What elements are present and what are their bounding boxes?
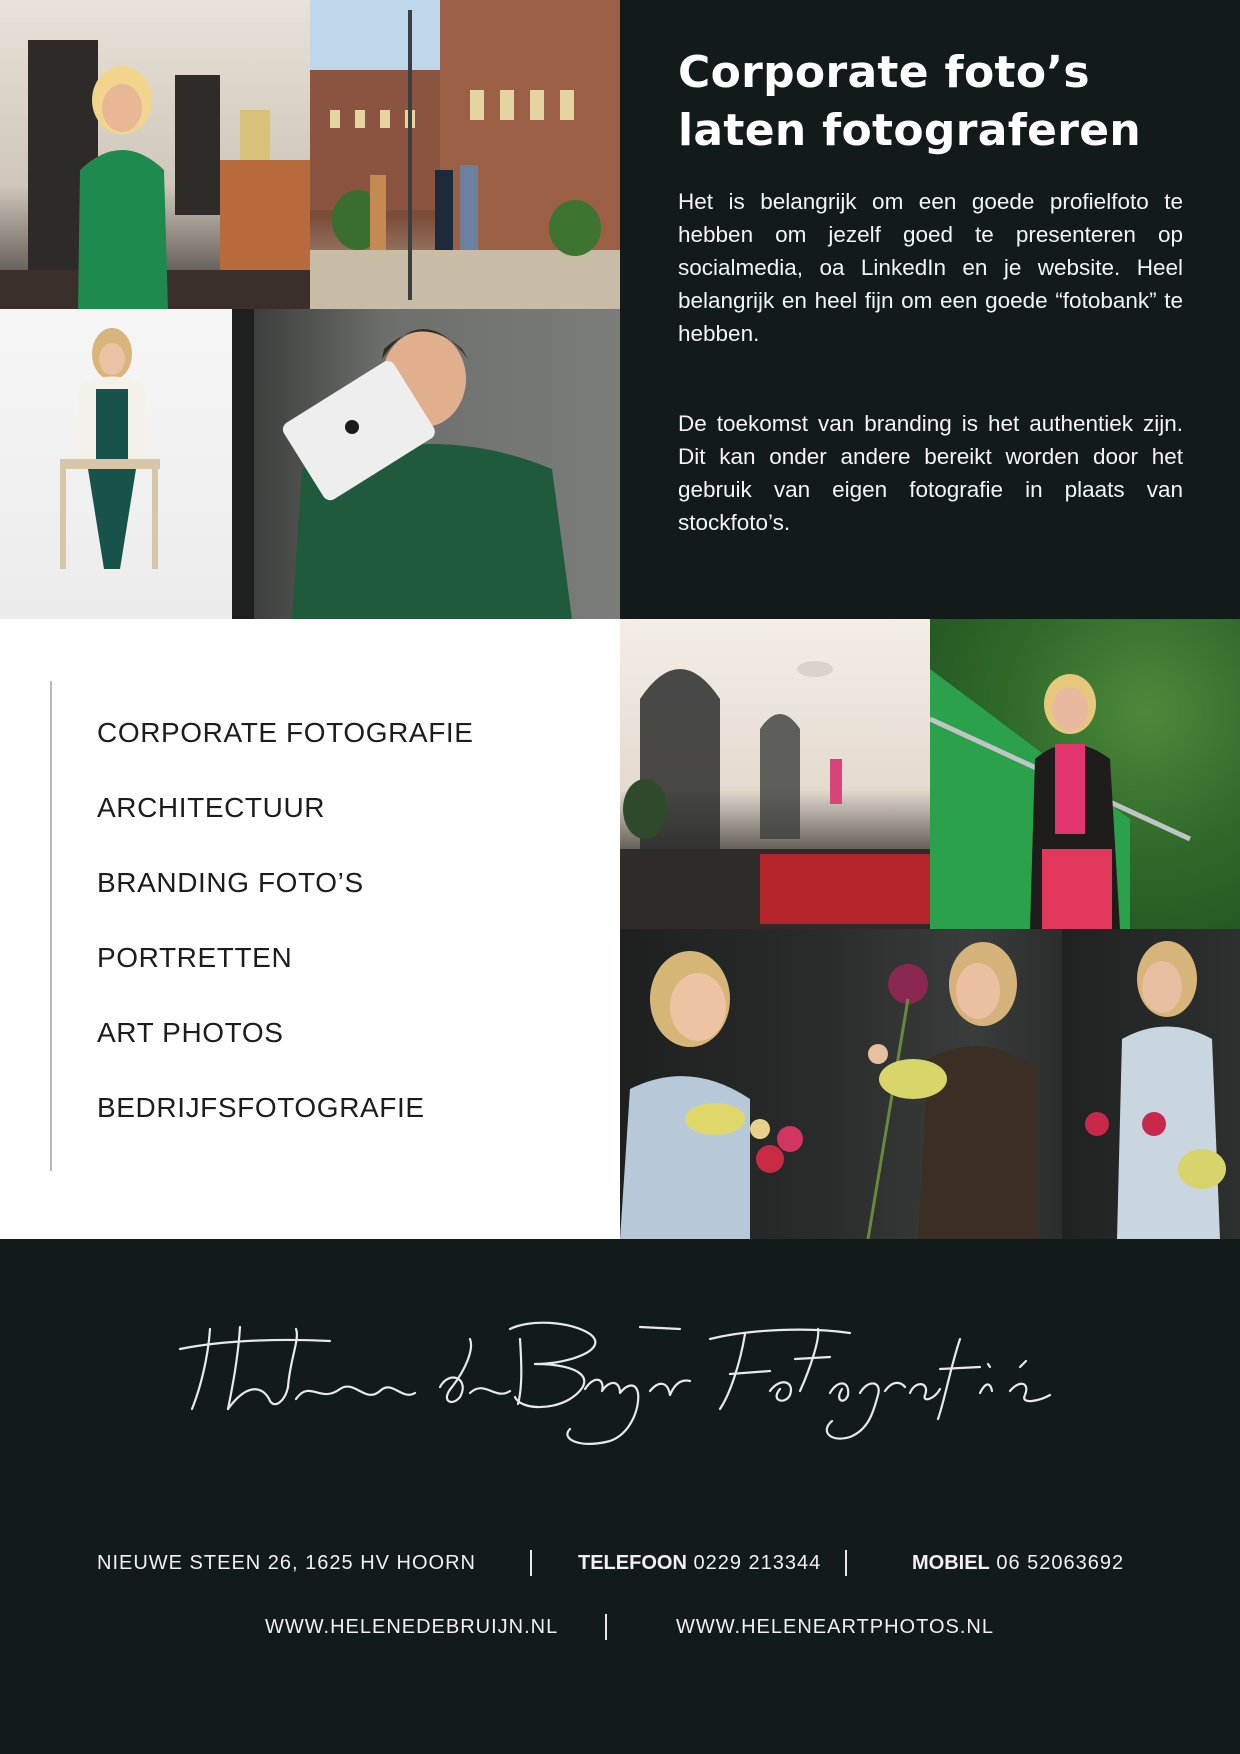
phone-label: TELEFOON (578, 1552, 687, 1574)
services-panel (0, 619, 620, 1239)
footer-divider (845, 1550, 847, 1576)
title-line-1: Corporate foto’s (678, 47, 1090, 98)
phone-contact[interactable] (578, 1552, 821, 1575)
photo-woman-flowers-2 (838, 929, 1062, 1239)
service-item-art-photos: ART PHOTOS (97, 1017, 284, 1048)
mobile-label: MOBIEL (912, 1552, 990, 1574)
signature-logo (170, 1309, 1070, 1449)
photo-man-with-laptop (232, 309, 620, 619)
intro-paragraph-profile: Het is belangrijk om een goede profielfoto te hebben om jezelf goed te presenteren op socialmedia, oa LinkedIn en je website. Heel belangrijk en heel fijn om een goede “fotobank” te hebben. (678, 189, 1183, 346)
footer (0, 1239, 1240, 1754)
mobile-value[interactable]: 06 52063692 (996, 1552, 1125, 1574)
photo-woman-on-stool (0, 309, 232, 619)
photo-woman-flowers-1 (620, 929, 838, 1239)
service-item-corporate: CORPORATE FOTOGRAFIE (97, 717, 474, 748)
photo-lobby-interior (620, 619, 930, 929)
page-title (678, 44, 1198, 160)
website-link-helenedebruijn[interactable]: WWW.HELENEDEBRUIJN.NL (265, 1616, 559, 1638)
photo-woman-flowers-3 (1062, 929, 1240, 1239)
mobile-contact[interactable] (912, 1552, 1124, 1575)
intro-panel (620, 0, 1240, 619)
photo-woman-green-dress-office (0, 0, 310, 309)
footer-divider (530, 1550, 532, 1576)
vertical-divider (50, 681, 52, 1171)
photo-courtyard-street (310, 0, 620, 309)
address-text: NIEUWE STEEN 26, 1625 HV HOORN (97, 1552, 476, 1574)
footer-divider (605, 1614, 607, 1640)
services-list (97, 716, 474, 1166)
photo-woman-green-stairs (930, 619, 1240, 929)
phone-value[interactable]: 0229 213344 (693, 1552, 822, 1574)
intro-paragraph-branding: De toekomst van branding is het authentiek zijn. Dit kan onder andere bereikt worden door het gebruik van eigen fotografie in plaats van stockfoto’s. (678, 411, 1183, 535)
service-item-branding: BRANDING FOTO’S (97, 867, 364, 898)
website-link-heleneartphotos[interactable]: WWW.HELENEARTPHOTOS.NL (676, 1616, 994, 1638)
service-item-business: BEDRIJFSFOTOGRAFIE (97, 1092, 425, 1123)
title-line-2: laten fotograferen (678, 105, 1142, 156)
service-item-portraits: PORTRETTEN (97, 942, 293, 973)
service-item-architecture: ARCHITECTUUR (97, 792, 326, 823)
